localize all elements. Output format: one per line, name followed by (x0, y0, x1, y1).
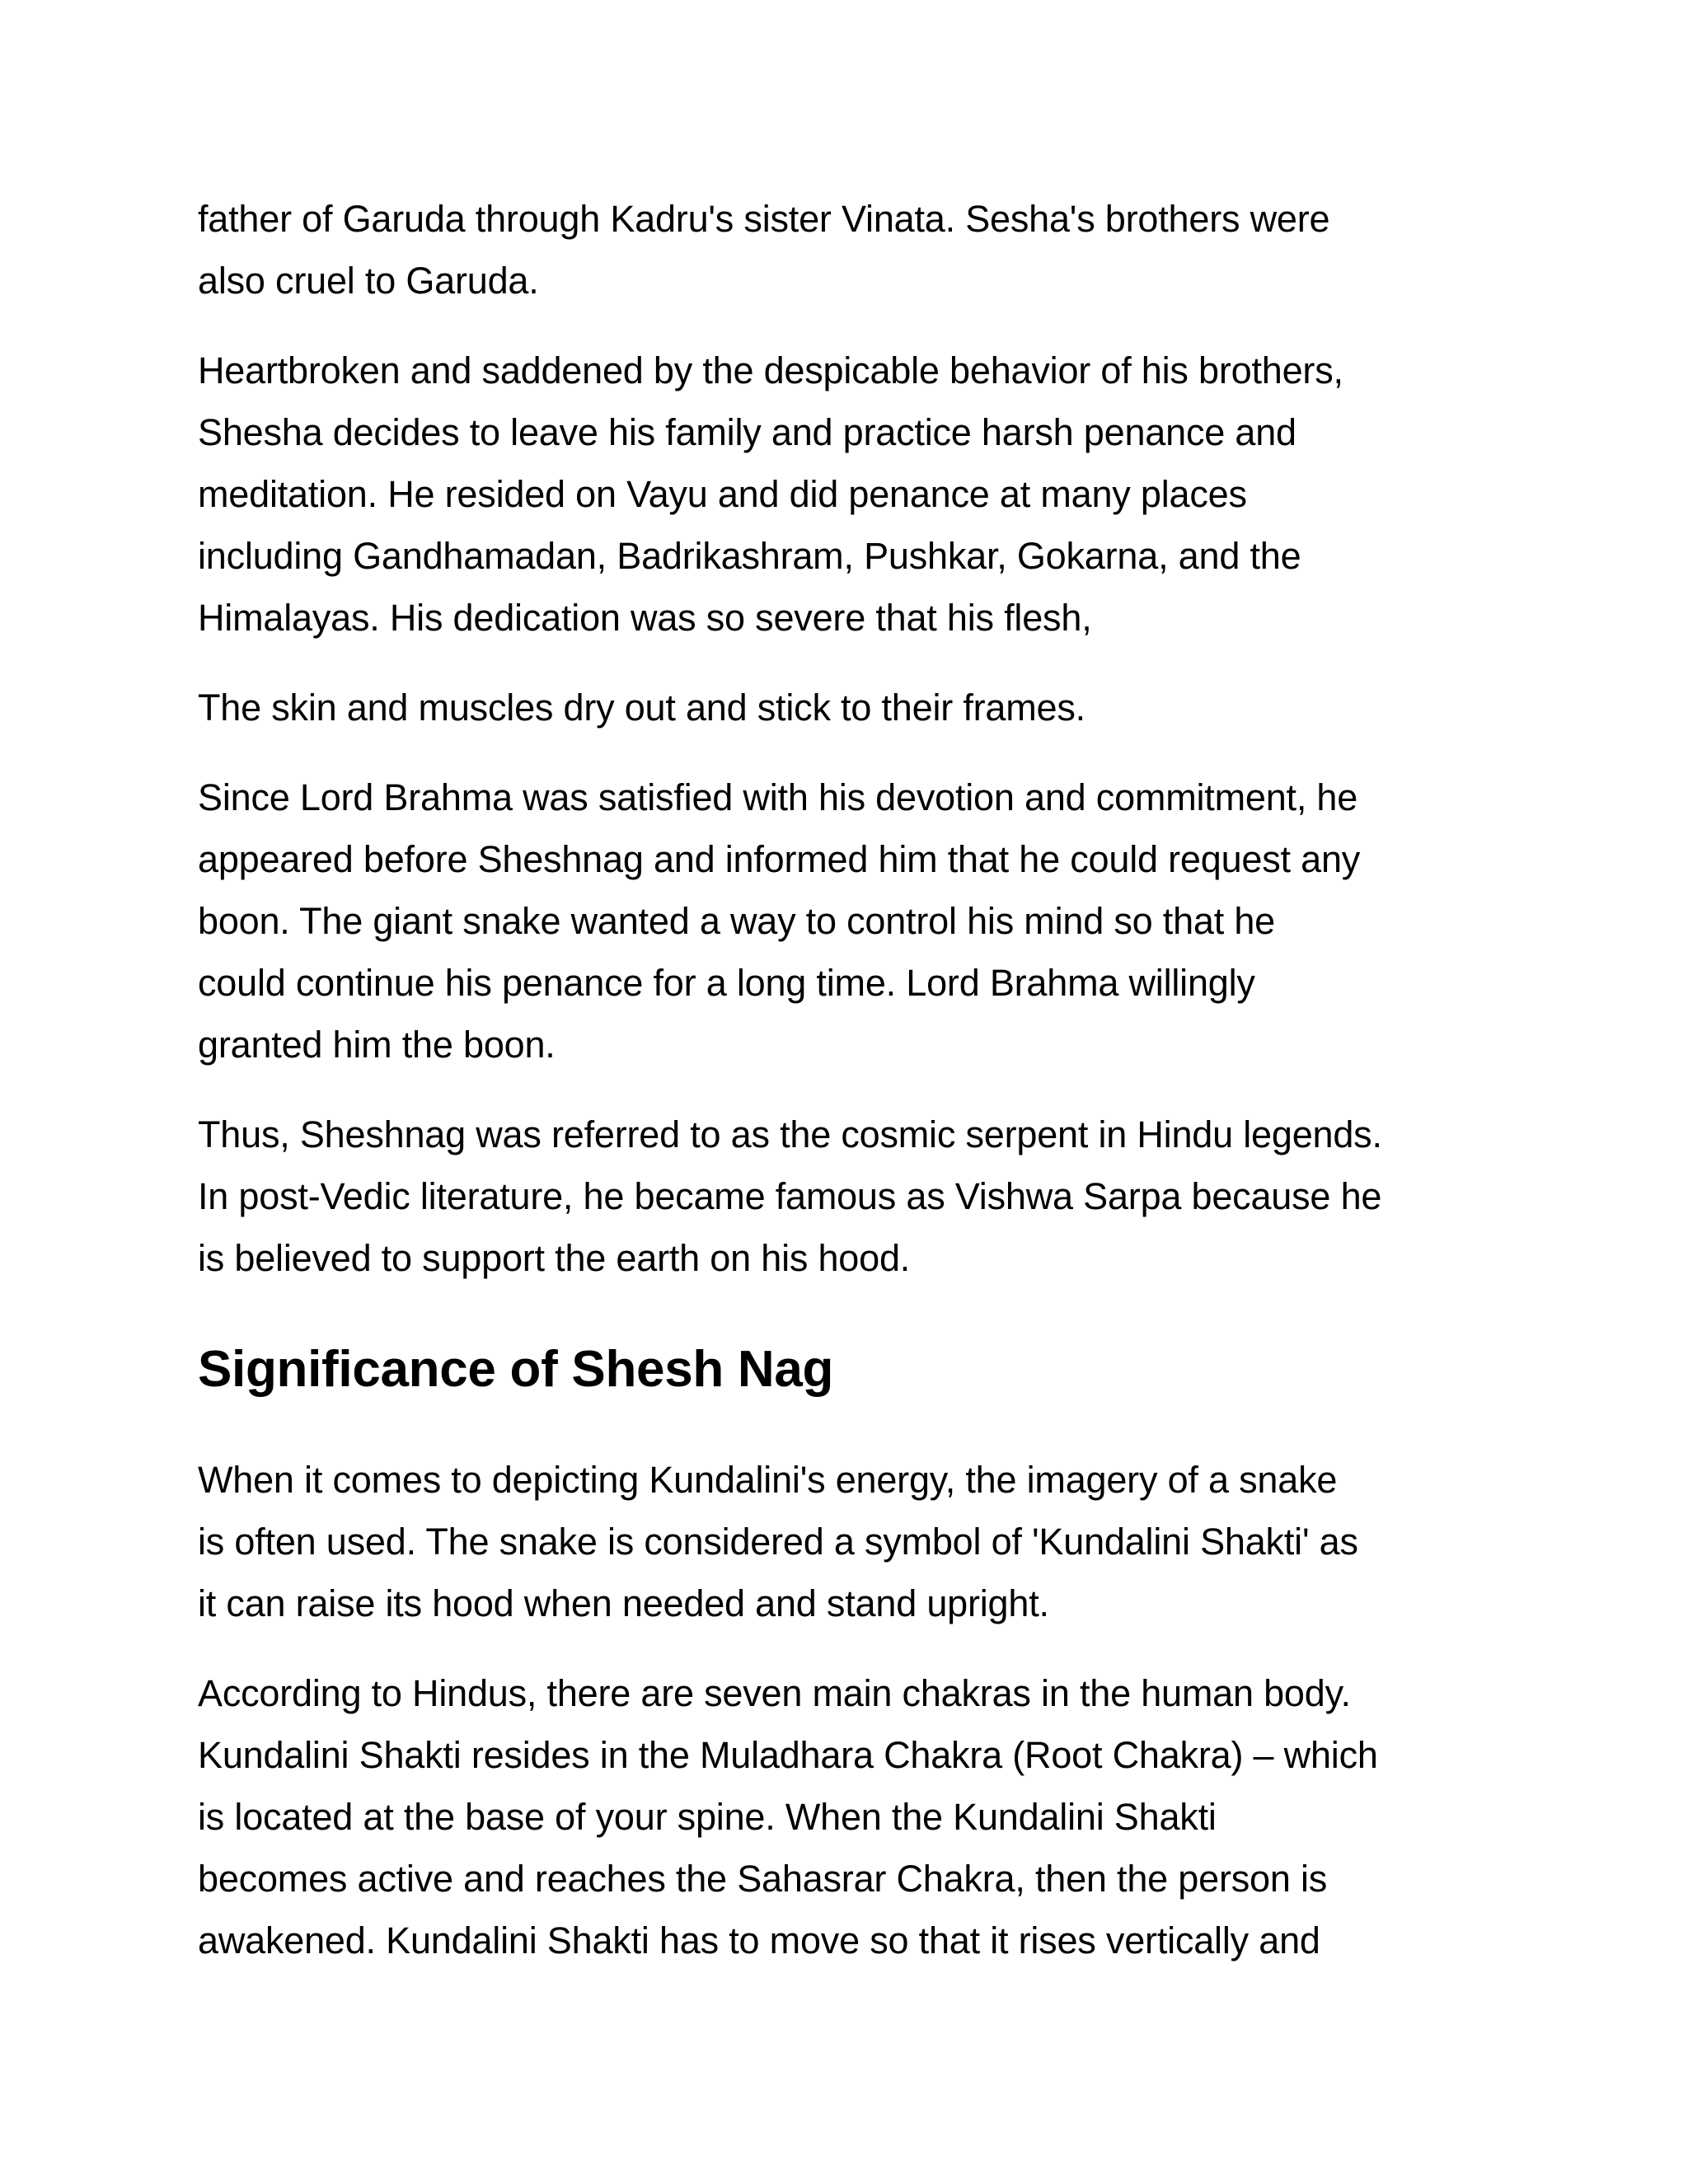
text-line: In post-Vedic literature, he became famous as Vishwa Sarpa because he (198, 1175, 1382, 1217)
text-line: According to Hindus, there are seven main chakras in the human body. (198, 1672, 1351, 1714)
text-line: Since Lord Brahma was satisfied with his devotion and commitment, he (198, 776, 1358, 818)
text-line: Heartbroken and saddened by the despicable behavior of his brothers, (198, 349, 1343, 391)
text-line: meditation. He resided on Vayu and did penance at many places (198, 473, 1247, 515)
text-line: becomes active and reaches the Sahasrar Chakra, then the person is (198, 1858, 1328, 1900)
text-line: could continue his penance for a long time. Lord Brahma willingly (198, 962, 1255, 1004)
text-line: Himalayas. His dedication was so severe that his flesh, (198, 597, 1092, 639)
text-line: Shesha decides to leave his family and practice harsh penance and (198, 411, 1296, 453)
paragraph-penance (198, 340, 1550, 649)
text-line: appeared before Sheshnag and informed him that he could request any (198, 838, 1361, 880)
text-line: When it comes to depicting Kundalini's energy, the imagery of a snake (198, 1459, 1338, 1501)
paragraph-skin-muscles (198, 677, 1550, 738)
text-line: granted him the boon. (198, 1024, 556, 1066)
text-line: Thus, Sheshnag was referred to as the cosmic serpent in Hindu legends. (198, 1113, 1382, 1155)
text-line: is believed to support the earth on his hood. (198, 1237, 911, 1279)
paragraph-chakras (198, 1662, 1550, 1971)
text-line: including Gandhamadan, Badrikashram, Pushkar, Gokarna, and the (198, 535, 1301, 577)
document-page (198, 188, 1550, 1971)
paragraph-cosmic-serpent (198, 1104, 1550, 1289)
text-line: father of Garuda through Kadru's sister Vinata. Sesha's brothers were (198, 198, 1330, 240)
text-line: is located at the base of your spine. When the Kundalini Shakti (198, 1796, 1217, 1838)
section-heading: Significance of Shesh Nag (198, 1341, 834, 1398)
paragraph-brahma-boon (198, 766, 1550, 1076)
text-line: also cruel to Garuda. (198, 260, 539, 302)
text-line: awakened. Kundalini Shakti has to move so that it rises vertically and (198, 1919, 1320, 1961)
paragraph-kundalini-snake (198, 1449, 1550, 1634)
text-line: boon. The giant snake wanted a way to control his mind so that he (198, 900, 1275, 942)
text-line: is often used. The snake is considered a symbol of 'Kundalini Shakti' as (198, 1521, 1358, 1563)
paragraph-garuda-brothers (198, 188, 1550, 312)
text-line: The skin and muscles dry out and stick to their frames. (198, 687, 1085, 729)
text-line: Kundalini Shakti resides in the Muladhara Chakra (Root Chakra) – which (198, 1734, 1378, 1776)
text-line: it can raise its hood when needed and stand upright. (198, 1582, 1049, 1624)
